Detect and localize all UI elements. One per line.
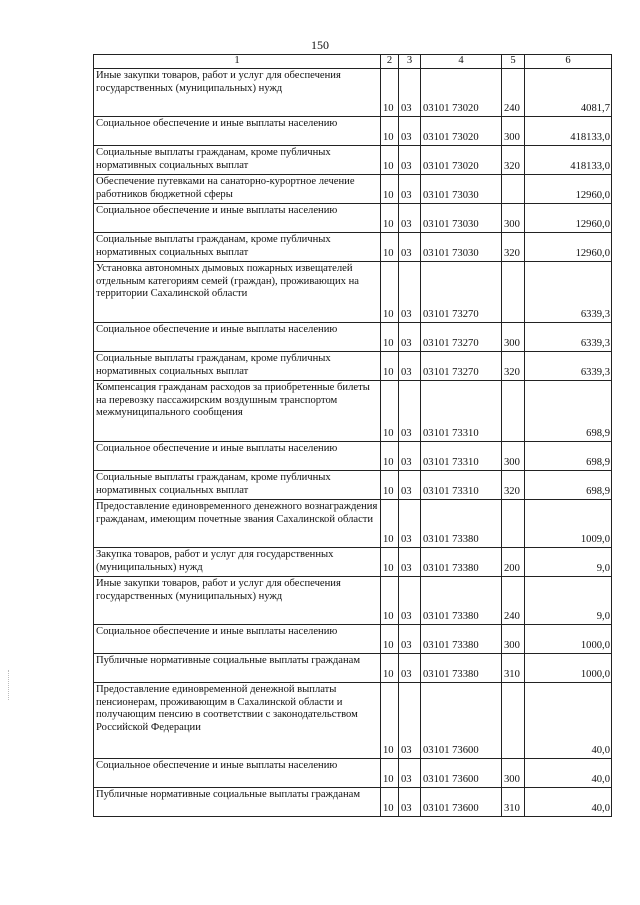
row-amount: 418133,0 [525, 146, 612, 175]
row-amount: 9,0 [525, 577, 612, 625]
row-target-article: 03101 73030 [421, 233, 502, 262]
table-row [94, 548, 612, 577]
row-section: 10 [381, 175, 399, 204]
row-section: 10 [381, 352, 399, 381]
row-amount: 4081,7 [525, 69, 612, 117]
row-name: Предоставление единовременного денежного вознаграждения гражданам, имеющим почетные звания Сахалинской области [94, 500, 381, 548]
row-name: Социальное обеспечение и иные выплаты населению [94, 625, 381, 654]
row-expense-type [502, 683, 525, 759]
row-section: 10 [381, 146, 399, 175]
row-target-article: 03101 73030 [421, 204, 502, 233]
row-amount: 6339,3 [525, 323, 612, 352]
row-section: 10 [381, 788, 399, 817]
row-target-article: 03101 73030 [421, 175, 502, 204]
row-section: 10 [381, 471, 399, 500]
row-target-article: 03101 73020 [421, 146, 502, 175]
row-amount: 6339,3 [525, 352, 612, 381]
table-row [94, 233, 612, 262]
header-col-1: 1 [94, 55, 381, 69]
table-row [94, 788, 612, 817]
row-target-article: 03101 73020 [421, 117, 502, 146]
table-row [94, 175, 612, 204]
row-subsection: 03 [399, 577, 421, 625]
table-row [94, 442, 612, 471]
row-name: Иные закупки товаров, работ и услуг для обеспечения государственных (муниципальных) нужд [94, 69, 381, 117]
row-amount: 1000,0 [525, 625, 612, 654]
row-amount: 698,9 [525, 471, 612, 500]
row-name: Социальное обеспечение и иные выплаты населению [94, 759, 381, 788]
row-section: 10 [381, 204, 399, 233]
row-expense-type [502, 381, 525, 442]
row-target-article: 03101 73380 [421, 625, 502, 654]
row-amount: 12960,0 [525, 204, 612, 233]
row-name: Социальные выплаты гражданам, кроме публичных нормативных социальных выплат [94, 233, 381, 262]
row-name: Установка автономных дымовых пожарных извещателей отдельным категориям семей (граждан), проживающих на территории Сахалинской области [94, 262, 381, 323]
row-subsection: 03 [399, 625, 421, 654]
row-name: Предоставление единовременной денежной выплаты пенсионерам, проживающим в Сахалинской области и получающим пенсию в соответствии с законодательством Российской Федерации [94, 683, 381, 759]
table-row [94, 352, 612, 381]
row-amount: 9,0 [525, 548, 612, 577]
row-expense-type: 320 [502, 352, 525, 381]
row-target-article: 03101 73310 [421, 442, 502, 471]
row-name: Социальное обеспечение и иные выплаты населению [94, 442, 381, 471]
row-target-article: 03101 73310 [421, 381, 502, 442]
row-name: Иные закупки товаров, работ и услуг для обеспечения государственных (муниципальных) нужд [94, 577, 381, 625]
table-header-row [94, 55, 612, 69]
table-row [94, 471, 612, 500]
row-subsection: 03 [399, 323, 421, 352]
row-subsection: 03 [399, 262, 421, 323]
table-row [94, 69, 612, 117]
table-row [94, 146, 612, 175]
row-expense-type [502, 500, 525, 548]
row-amount: 40,0 [525, 788, 612, 817]
row-name: Социальное обеспечение и иные выплаты населению [94, 204, 381, 233]
header-col-3: 3 [399, 55, 421, 69]
row-name: Социальное обеспечение и иные выплаты населению [94, 323, 381, 352]
row-amount: 418133,0 [525, 117, 612, 146]
row-amount: 1009,0 [525, 500, 612, 548]
row-subsection: 03 [399, 654, 421, 683]
row-expense-type [502, 175, 525, 204]
header-col-2: 2 [381, 55, 399, 69]
row-subsection: 03 [399, 442, 421, 471]
row-expense-type: 300 [502, 204, 525, 233]
row-expense-type: 320 [502, 471, 525, 500]
row-expense-type: 310 [502, 654, 525, 683]
header-col-5: 5 [502, 55, 525, 69]
row-amount: 12960,0 [525, 233, 612, 262]
row-subsection: 03 [399, 146, 421, 175]
row-target-article: 03101 73270 [421, 262, 502, 323]
row-target-article: 03101 73270 [421, 323, 502, 352]
table-row [94, 759, 612, 788]
table-row [94, 204, 612, 233]
row-expense-type: 240 [502, 69, 525, 117]
row-section: 10 [381, 117, 399, 146]
row-expense-type: 310 [502, 788, 525, 817]
row-target-article: 03101 73380 [421, 654, 502, 683]
scan-margin-mark [8, 670, 11, 700]
table-row [94, 323, 612, 352]
table-row [94, 577, 612, 625]
row-name: Социальные выплаты гражданам, кроме публичных нормативных социальных выплат [94, 146, 381, 175]
row-subsection: 03 [399, 175, 421, 204]
row-amount: 1000,0 [525, 654, 612, 683]
row-amount: 6339,3 [525, 262, 612, 323]
page-number: 150 [311, 38, 329, 52]
row-name: Социальные выплаты гражданам, кроме публичных нормативных социальных выплат [94, 471, 381, 500]
row-name: Закупка товаров, работ и услуг для государственных (муниципальных) нужд [94, 548, 381, 577]
row-subsection: 03 [399, 69, 421, 117]
row-section: 10 [381, 683, 399, 759]
row-subsection: 03 [399, 683, 421, 759]
table-row [94, 381, 612, 442]
table-row [94, 117, 612, 146]
table-row [94, 500, 612, 548]
row-amount: 40,0 [525, 759, 612, 788]
row-target-article: 03101 73310 [421, 471, 502, 500]
row-section: 10 [381, 442, 399, 471]
row-expense-type: 320 [502, 146, 525, 175]
row-subsection: 03 [399, 352, 421, 381]
row-name: Публичные нормативные социальные выплаты гражданам [94, 788, 381, 817]
budget-table-body [94, 55, 612, 817]
row-target-article: 03101 73600 [421, 759, 502, 788]
row-section: 10 [381, 69, 399, 117]
row-section: 10 [381, 759, 399, 788]
table-row [94, 654, 612, 683]
row-target-article: 03101 73600 [421, 788, 502, 817]
row-name: Социальные выплаты гражданам, кроме публичных нормативных социальных выплат [94, 352, 381, 381]
table-row [94, 262, 612, 323]
row-subsection: 03 [399, 381, 421, 442]
row-name: Обеспечение путевками на санаторно-курортное лечение работников бюджетной сферы [94, 175, 381, 204]
row-expense-type: 200 [502, 548, 525, 577]
row-target-article: 03101 73380 [421, 548, 502, 577]
row-target-article: 03101 73020 [421, 69, 502, 117]
row-section: 10 [381, 577, 399, 625]
row-subsection: 03 [399, 471, 421, 500]
row-expense-type: 300 [502, 759, 525, 788]
row-subsection: 03 [399, 117, 421, 146]
row-amount: 40,0 [525, 683, 612, 759]
row-expense-type [502, 262, 525, 323]
row-subsection: 03 [399, 500, 421, 548]
row-subsection: 03 [399, 759, 421, 788]
row-name: Публичные нормативные социальные выплаты гражданам [94, 654, 381, 683]
row-amount: 698,9 [525, 381, 612, 442]
row-expense-type: 300 [502, 323, 525, 352]
header-col-4: 4 [421, 55, 502, 69]
row-amount: 698,9 [525, 442, 612, 471]
row-subsection: 03 [399, 788, 421, 817]
row-section: 10 [381, 381, 399, 442]
row-subsection: 03 [399, 548, 421, 577]
row-subsection: 03 [399, 233, 421, 262]
row-section: 10 [381, 654, 399, 683]
row-subsection: 03 [399, 204, 421, 233]
row-section: 10 [381, 625, 399, 654]
row-expense-type: 320 [502, 233, 525, 262]
row-section: 10 [381, 262, 399, 323]
row-expense-type: 240 [502, 577, 525, 625]
row-section: 10 [381, 233, 399, 262]
row-amount: 12960,0 [525, 175, 612, 204]
row-section: 10 [381, 323, 399, 352]
table-row [94, 683, 612, 759]
budget-table [93, 54, 612, 817]
row-expense-type: 300 [502, 442, 525, 471]
row-name: Социальное обеспечение и иные выплаты населению [94, 117, 381, 146]
row-target-article: 03101 73380 [421, 500, 502, 548]
table-row [94, 625, 612, 654]
row-target-article: 03101 73270 [421, 352, 502, 381]
row-name: Компенсация гражданам расходов за приобретенные билеты на перевозку пассажирским воздушным транспортом межмуниципального сообщения [94, 381, 381, 442]
row-target-article: 03101 73380 [421, 577, 502, 625]
row-section: 10 [381, 500, 399, 548]
row-section: 10 [381, 548, 399, 577]
row-expense-type: 300 [502, 625, 525, 654]
row-expense-type: 300 [502, 117, 525, 146]
row-target-article: 03101 73600 [421, 683, 502, 759]
header-col-6: 6 [525, 55, 612, 69]
